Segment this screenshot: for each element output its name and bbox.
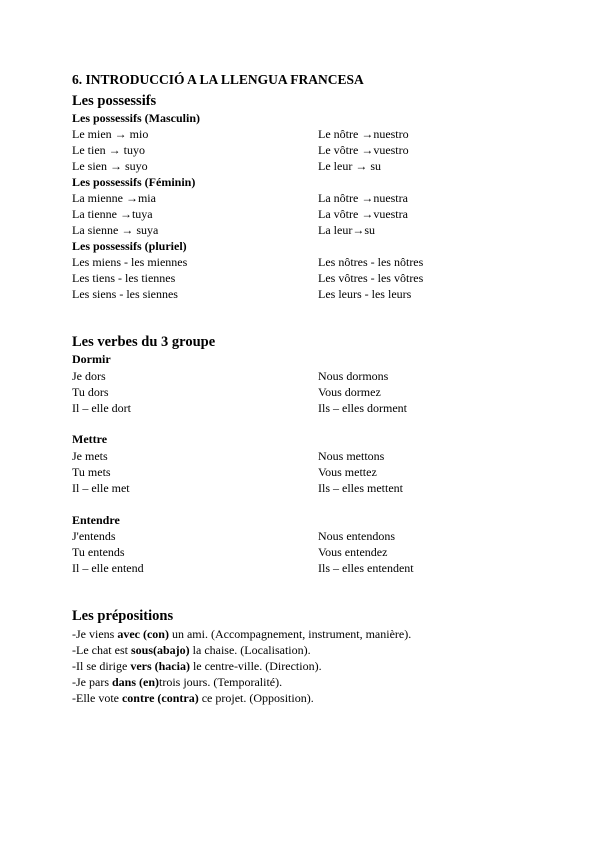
pluriel-right-3: Les leurs - les leurs (318, 287, 412, 301)
dormir-left-3: Il – elle dort (72, 401, 131, 415)
entendre-right-3: Ils – elles entendent (318, 561, 414, 575)
dormir-left-1: Je dors (72, 369, 106, 383)
document-title: 6. INTRODUCCIÓ A LA LLENGUA FRANCESA (72, 72, 364, 87)
section-heading-prepositions: Les prépositions (72, 608, 174, 624)
subheading-pluriel: Les possessifs (pluriel) (72, 239, 187, 253)
entendre-left-2: Tu entends (72, 545, 125, 559)
masculin-right-2: Le vôtre →vuestro (318, 143, 409, 157)
dormir-right-3: Ils – elles dorment (318, 401, 407, 415)
feminin-left-3: La sienne → suya (72, 223, 159, 237)
masculin-left-3: Le sien → suyo (72, 159, 148, 173)
feminin-right-1: La nôtre →nuestra (318, 191, 408, 205)
mettre-left-2: Tu mets (72, 465, 111, 479)
pluriel-right-1: Les nôtres - les nôtres (318, 255, 424, 269)
preposition-line-4: -Je pars dans (en)trois jours. (Temporalité). (72, 675, 283, 689)
section-heading-possessifs: Les possessifs (72, 93, 157, 109)
pluriel-left-3: Les siens - les siennes (72, 287, 178, 301)
dormir-right-1: Nous dormons (318, 369, 389, 383)
subheading-mettre: Mettre (72, 432, 108, 446)
mettre-left-1: Je mets (72, 449, 108, 463)
preposition-line-1: -Je viens avec (con) un ami. (Accompagnement, instrument, manière). (72, 627, 412, 641)
subheading-feminin: Les possessifs (Féminin) (72, 175, 196, 189)
dormir-left-2: Tu dors (72, 385, 109, 399)
entendre-left-1: J'entends (72, 529, 116, 543)
dormir-right-2: Vous dormez (318, 385, 381, 399)
masculin-left-2: Le tien → tuyo (72, 143, 145, 157)
feminin-right-3: La leur→su (318, 223, 375, 237)
pluriel-left-1: Les miens - les miennes (72, 255, 188, 269)
preposition-line-3: -Il se dirige vers (hacia) le centre-ville. (Direction). (72, 659, 322, 673)
masculin-left-1: Le mien → mio (72, 127, 149, 141)
pluriel-left-2: Les tiens - les tiennes (72, 271, 176, 285)
preposition-line-5: -Elle vote contre (contra) ce projet. (Opposition). (72, 691, 314, 705)
masculin-right-3: Le leur → su (318, 159, 381, 173)
entendre-right-1: Nous entendons (318, 529, 395, 543)
masculin-right-1: Le nôtre →nuestro (318, 127, 409, 141)
mettre-right-2: Vous mettez (318, 465, 377, 479)
mettre-right-3: Ils – elles mettent (318, 481, 403, 495)
subheading-masculin: Les possessifs (Masculin) (72, 111, 201, 125)
preposition-line-2: -Le chat est sous(abajo) la chaise. (Localisation). (72, 643, 311, 657)
entendre-right-2: Vous entendez (318, 545, 388, 559)
subheading-entendre: Entendre (72, 513, 120, 527)
feminin-right-2: La vôtre →vuestra (318, 207, 408, 221)
entendre-left-3: Il – elle entend (72, 561, 144, 575)
pluriel-right-2: Les vôtres - les vôtres (318, 271, 424, 285)
mettre-left-3: Il – elle met (72, 481, 130, 495)
feminin-left-1: La mienne →mia (72, 191, 156, 205)
subheading-dormir: Dormir (72, 352, 111, 366)
section-heading-verbes: Les verbes du 3 groupe (72, 334, 216, 350)
mettre-right-1: Nous mettons (318, 449, 385, 463)
feminin-left-2: La tienne →tuya (72, 207, 153, 221)
